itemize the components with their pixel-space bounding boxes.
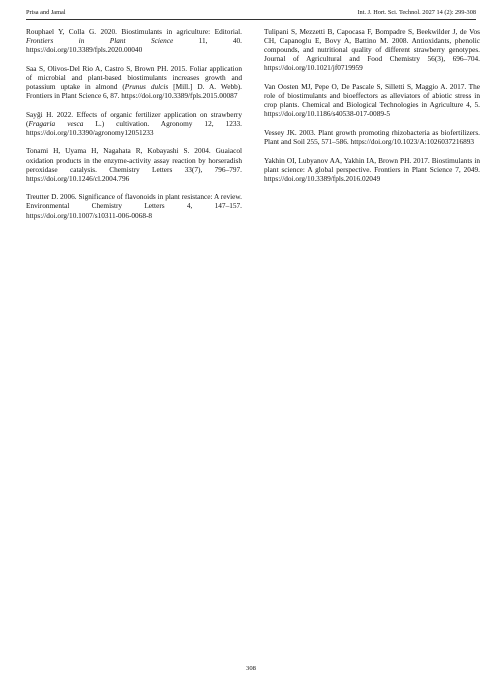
reference-italic-text: Prunus dulcis xyxy=(124,81,169,91)
reference-text: Vessey JK. 2003. Plant growth promoting rhizobacteria as biofertilizers. Plant and Soil 255, 571–586. https://doi.org/10.1023/A:1026037216893 xyxy=(264,127,480,146)
reference-entry xyxy=(264,128,480,146)
reference-text: Tonami H, Uyama H, Nagahata R, Kobayashi S. 2004. Guaiacol oxidation products in the enzyme-activity assay reaction by horseradish peroxidase catalysis. Chemistry Letters 33(7), 796–797. https://doi.org/10.1246/cl.2004.796 xyxy=(26,146,242,183)
reference-entry xyxy=(26,64,242,100)
header-authors: Prisa and Jamal xyxy=(26,9,66,16)
reference-text: Yakhin OI, Lubyanov AA, Yakhin IA, Brown PH. 2017. Biostimulants in plant science: A global perspective. Frontiers in Plant Science 7, 2049. https://doi.org/10.3389/fpls.2016.02049 xyxy=(264,155,480,183)
reference-text-tail: 11, 40. https://doi.org/10.3389/fpls.2020.00040 xyxy=(26,36,242,55)
reference-entry xyxy=(26,192,242,219)
reference-text-tail: L.) cultivation. Agronomy 12, 1233. https://doi.org/10.3390/agronomy12051233 xyxy=(26,118,242,137)
reference-text: Saa S, Olivos-Del Rio A, Castro S, Brown PH. 2015. Foliar application of microbial and plant-based biostimulants increases growth and potassium uptake in almond ( xyxy=(26,63,242,91)
reference-text: Rouphael Y, Colla G. 2020. Biostimulants in agriculture: Editorial. xyxy=(26,27,242,36)
header-journal-citation: Int. J. Hort. Sci. Technol. 2027 14 (2): 299-308 xyxy=(357,9,476,16)
reference-text: Treutter D. 2006. Significance of flavonoids in plant resistance: A review. Environmental Chemistry Letters 4, 147–157. https://doi.org/10.1007/s10311-006-0068-8 xyxy=(26,192,242,220)
header-divider xyxy=(26,19,476,20)
page-number: 308 xyxy=(246,665,256,672)
reference-entry xyxy=(26,27,242,54)
reference-entry xyxy=(26,146,242,182)
reference-entry xyxy=(264,27,480,72)
reference-entry xyxy=(26,110,242,137)
reference-italic-text: Fragaria vesca xyxy=(28,118,84,128)
reference-entry xyxy=(264,82,480,118)
references-right-column xyxy=(264,27,480,192)
reference-italic-text: Frontiers in Plant Science xyxy=(26,36,174,46)
reference-entry xyxy=(264,156,480,183)
reference-text: Tulipani S, Mezzetti B, Capocasa F, Bompadre S, Beekwilder J, de Vos CH, Capanoglu E, Bovy A, Battino M. 2008. Antioxidants, phenolic compounds, and nutritional quality of different strawberry genotypes. Journal of Agricultural and Food Chemistry 56(3), 696–704. https://doi.org/10.1021/jf0719959 xyxy=(264,27,480,73)
reference-text: Sayği H. 2022. Effects of organic fertilizer application on strawberry ( xyxy=(26,109,242,128)
references-left-column xyxy=(26,27,242,229)
reference-text-tail: [Mill.] D. A. Webb). Frontiers in Plant Science 6, 87. https://doi.org/10.3389/fpls.2015.00087 xyxy=(26,81,242,101)
reference-text: Van Oosten MJ, Pepe O, De Pascale S, Silletti S, Maggio A. 2017. The role of biostimulants and bioeffectors as alleviators of abiotic stress in crop plants. Chemical and Biological Technologies in Agriculture 4, 5. https://doi.org/10.1186/s40538-017-0089-5 xyxy=(264,81,480,119)
